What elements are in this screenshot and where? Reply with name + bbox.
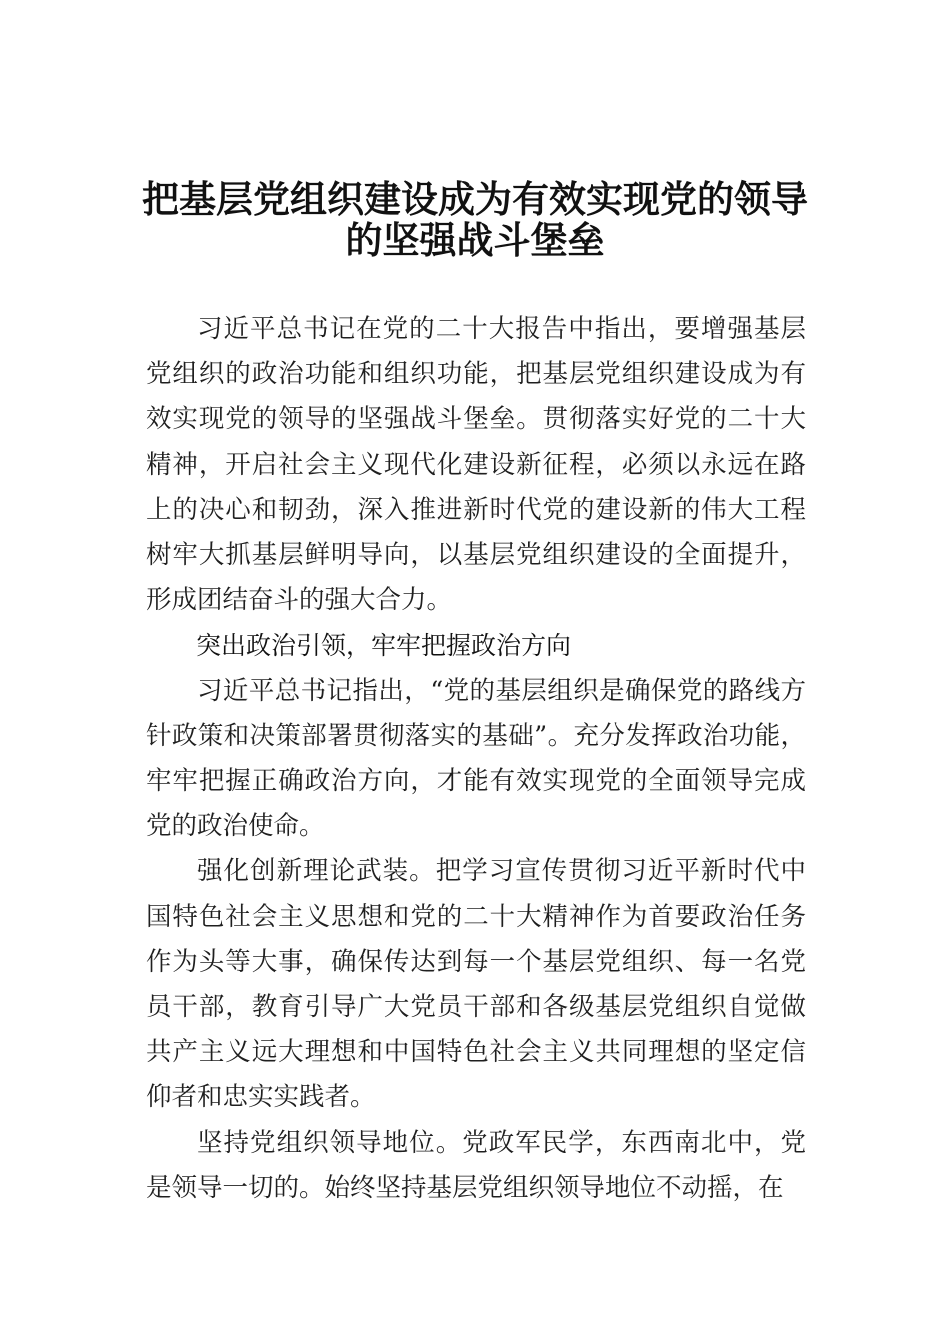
document-body — [146, 307, 806, 1211]
paragraph-leadership: 坚持党组织领导地位。党政军民学，东西南北中，党是领导一切的。始终坚持基层党组织领导地位不动摇，在 — [146, 1127, 806, 1203]
section-heading: 突出政治引领，牢牢把握政治方向 — [196, 631, 572, 661]
paragraph-quote: 习近平总书记指出，“党的基层组织是确保党的路线方针政策和决策部署贯彻落实的基础”。充分发挥政治功能，牢牢把握正确政治方向，才能有效实现党的全面领导完成党的政治使命。 — [146, 675, 806, 842]
document-title-line-2: 的坚强战斗堡垒 — [345, 218, 605, 262]
document-title-line-1: 把基层党组织建设成为有效实现党的领导 — [142, 177, 808, 221]
paragraph-theory: 强化创新理论武装。把学习宣传贯彻习近平新时代中国特色社会主义思想和党的二十大精神作为首要政治任务作为头等大事，确保传达到每一个基层党组织、每一名党员干部，教育引导广大党员干部和各级基层党组织自觉做共产主义远大理想和中国特色社会主义共同理想的坚定信仰者和忠实实践者。 — [146, 856, 806, 1113]
paragraph-intro: 习近平总书记在党的二十大报告中指出，要增强基层党组织的政治功能和组织功能，把基层党组织建设成为有效实现党的领导的坚强战斗堡垒。贯彻落实好党的二十大精神，开启社会主义现代化建设新征程，必须以永远在路上的决心和韧劲，深入推进新时代党的建设新的伟大工程树牢大抓基层鲜明导向，以基层党组织建设的全面提升，形成团结奋斗的强大合力。 — [146, 314, 806, 616]
